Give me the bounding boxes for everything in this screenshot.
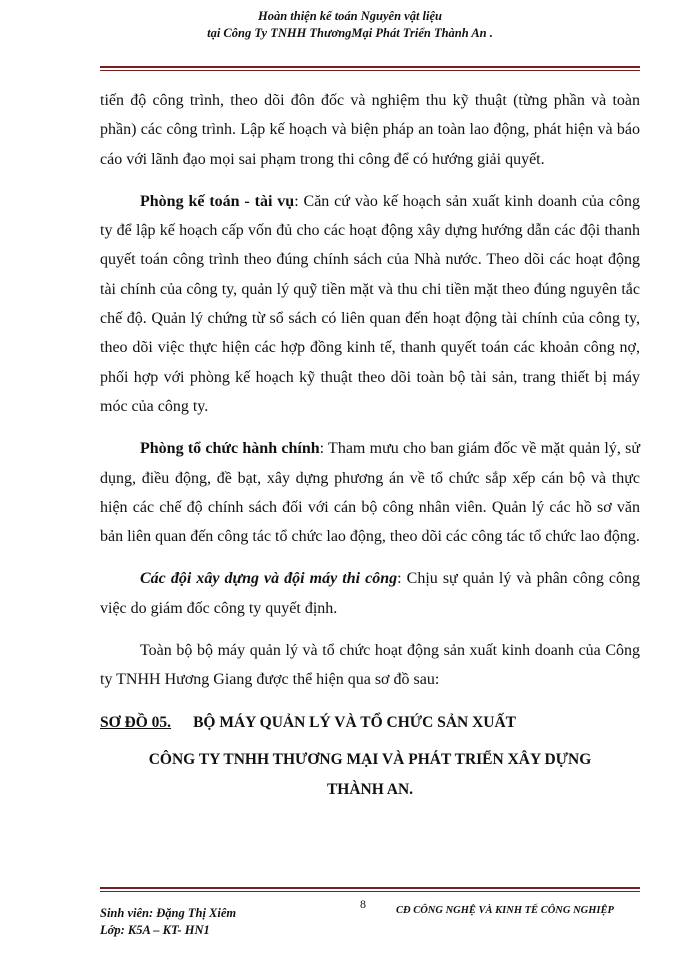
page-number: 8 — [360, 897, 366, 911]
paragraph-diagram-intro — [100, 636, 640, 695]
paragraph-text: : Tham mưu cho ban giám đốc về mặt quản lý, sử dụng, điều động, đề bạt, xây dựng phương án về tổ chức sắp xếp cán bộ và thực hiện các chế độ chính sách đối với cán bộ công nhân viên. Quản lý các hồ sơ văn bản liên quan đến công tác tổ chức lao động, theo dõi các công tác tổ chức lao động. — [100, 440, 640, 546]
document-body — [100, 86, 640, 805]
diagram-title: BỘ MÁY QUẢN LÝ VÀ TỔ CHỨC SẢN XUẤT — [193, 713, 516, 731]
footer-divider — [100, 887, 640, 889]
paragraph-lead: Phòng kế toán - tài vụ — [140, 192, 295, 210]
diagram-label: SƠ ĐỒ 05. — [100, 713, 172, 731]
header-title: Hoàn thiện kế toán Nguyên vật liệu — [257, 9, 443, 23]
footer-student-info — [100, 905, 236, 939]
page-header — [0, 8, 700, 42]
paragraph-lead: Các đội xây dựng và đội máy thi công — [140, 570, 398, 588]
footer-student: Sinh viên: Đặng Thị Xiêm — [100, 906, 237, 920]
paragraph-continuation — [100, 86, 640, 174]
footer-divider-thin — [100, 891, 640, 892]
paragraph-accounting-dept — [100, 187, 640, 421]
paragraph-text: : Căn cứ vào kế hoạch sản xuất kinh doanh của công ty để lập kế hoạch cấp vốn đủ cho các hoạt động xây dựng hướng dẫn các đội thanh quyết toán công trình theo đúng chính sách của Nhà nước. Theo dõi các hoạt động tài chính của công ty, quản lý quỹ tiền mặt và thu chi tiền mặt theo đúng nguyên tắc chế độ. Quản lý chứng từ sổ sách có liên quan đến hoạt động tài chính của công ty, theo dõi việc thực hiện các hợp đồng kinh tế, thanh quyết toán các khoản công nợ, phối hợp với phòng kế hoạch kỹ thuật theo dõi toàn bộ tài sản, trang thiết bị máy móc của công ty. — [100, 192, 641, 415]
footer-school: CĐ CÔNG NGHỆ VÀ KINH TẾ CÔNG NGHIỆP — [396, 905, 614, 916]
header-subtitle: tại Công Ty TNHH ThươngMại Phát Triển Thành An . — [207, 26, 493, 40]
paragraph-lead: Phòng tổ chức hành chính — [140, 440, 320, 458]
diagram-company-name: CÔNG TY TNHH THƯƠNG MẠI VÀ PHÁT TRIỂN XÂY DỰNG THÀNH AN. — [148, 750, 592, 798]
paragraph-text: tiến độ công trình, theo dõi đôn đốc và nghiệm thu kỹ thuật (từng phần và toàn phần) các công trình. Lập kế hoạch và biện pháp an toàn lao động, phát hiện và báo cáo với lãnh đạo mọi sai phạm trong thi công để có hướng giải quyết. — [100, 92, 640, 168]
footer-class: Lớp: K5A – KT- HN1 — [100, 923, 210, 937]
paragraph-text: Toàn bộ bộ máy quản lý và tổ chức hoạt động sản xuất kinh doanh của Công ty TNHH Hương Giang được thể hiện qua sơ đồ sau: — [100, 642, 640, 689]
header-divider-thin — [100, 70, 640, 71]
diagram-heading — [100, 708, 640, 737]
paragraph-construction-teams — [100, 564, 640, 623]
paragraph-admin-dept — [100, 434, 640, 551]
header-divider — [100, 66, 640, 68]
paragraph-text: : Chịu sự quản lý và phân công công việc do giám đốc công ty quyết định. — [100, 570, 640, 617]
